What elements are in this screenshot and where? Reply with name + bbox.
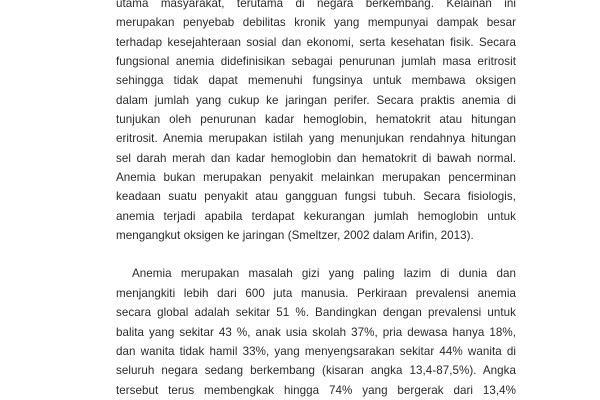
text-line: seluruh negara sedang berkembang (kisaran angka 13,4-87,5%). Angka [116,364,516,378]
text-line: dalam jumlah yang cukup ke jaringan perifer. Secara praktis anemia di [116,93,516,107]
text-line: tunjukan oleh penurunan kadar hemoglobin, hematokrit atau hitungan [116,113,516,127]
paragraph-2 [116,264,516,399]
text-line: balita yang sekitar 43 %, anak usia skolah 37%, pria dewasa hanya 18%, [116,325,516,339]
text-line: dan wanita tidak hamil 33%, yang menyengsarakan sekitar 44% wanita di [116,344,516,358]
paragraph-spacer [116,245,516,264]
text-line: anemia terjadi apabila terdapat kekurangan jumlah hemoglobin untuk [116,209,516,223]
text-line: merupakan penyebab debilitas kronik yang mempunyai dampak besar [116,16,516,30]
text-line: utama masyarakat, terutama di negara berkembang. Kelainan ini [116,0,516,10]
text-line: terhadap kesejahteraan sosial dan ekonomi, serta kesehatan fisik. Secara [116,35,516,49]
text-line: menjangkiti lebih dari 600 juta manusia. Perkiraan prevalensi anemia [116,286,516,300]
text-line: sel darah merah dan kadar hemoglobin dan hematokrit di bawah normal. [116,151,516,165]
text-line: eritrosit. Anemia merupakan istilah yang menunjukan rendahnya hitungan [116,132,516,146]
text-line: tersebut terus membengkak hingga 74% yang bergerak dari 13,4% [116,383,516,397]
text-line: mengangkut oksigen ke jaringan (Smeltzer, 2002 dalam Arifin, 2013). [116,229,474,243]
text-line: sehingga tidak dapat memenuhi fungsinya untuk membawa oksigen [116,74,516,88]
text-line: secara global adalah sekitar 51 %. Bandingkan dengan prevalensi untuk [116,306,516,320]
text-line: fungsional anemia didefinisikan sebagai penurunan jumlah masa eritrosit [116,55,516,69]
text-line: Anemia merupakan masalah gizi yang paling lazim di dunia dan [132,267,516,281]
text-line: Anemia bukan merupakan penyakit melainkan merupakan pencerminan [116,171,516,185]
body-text [116,0,516,400]
paragraph-1 [116,0,516,245]
text-line: keadaan suatu penyakit atau gangguan fungsi tubuh. Secara fisiologis, [116,190,516,204]
